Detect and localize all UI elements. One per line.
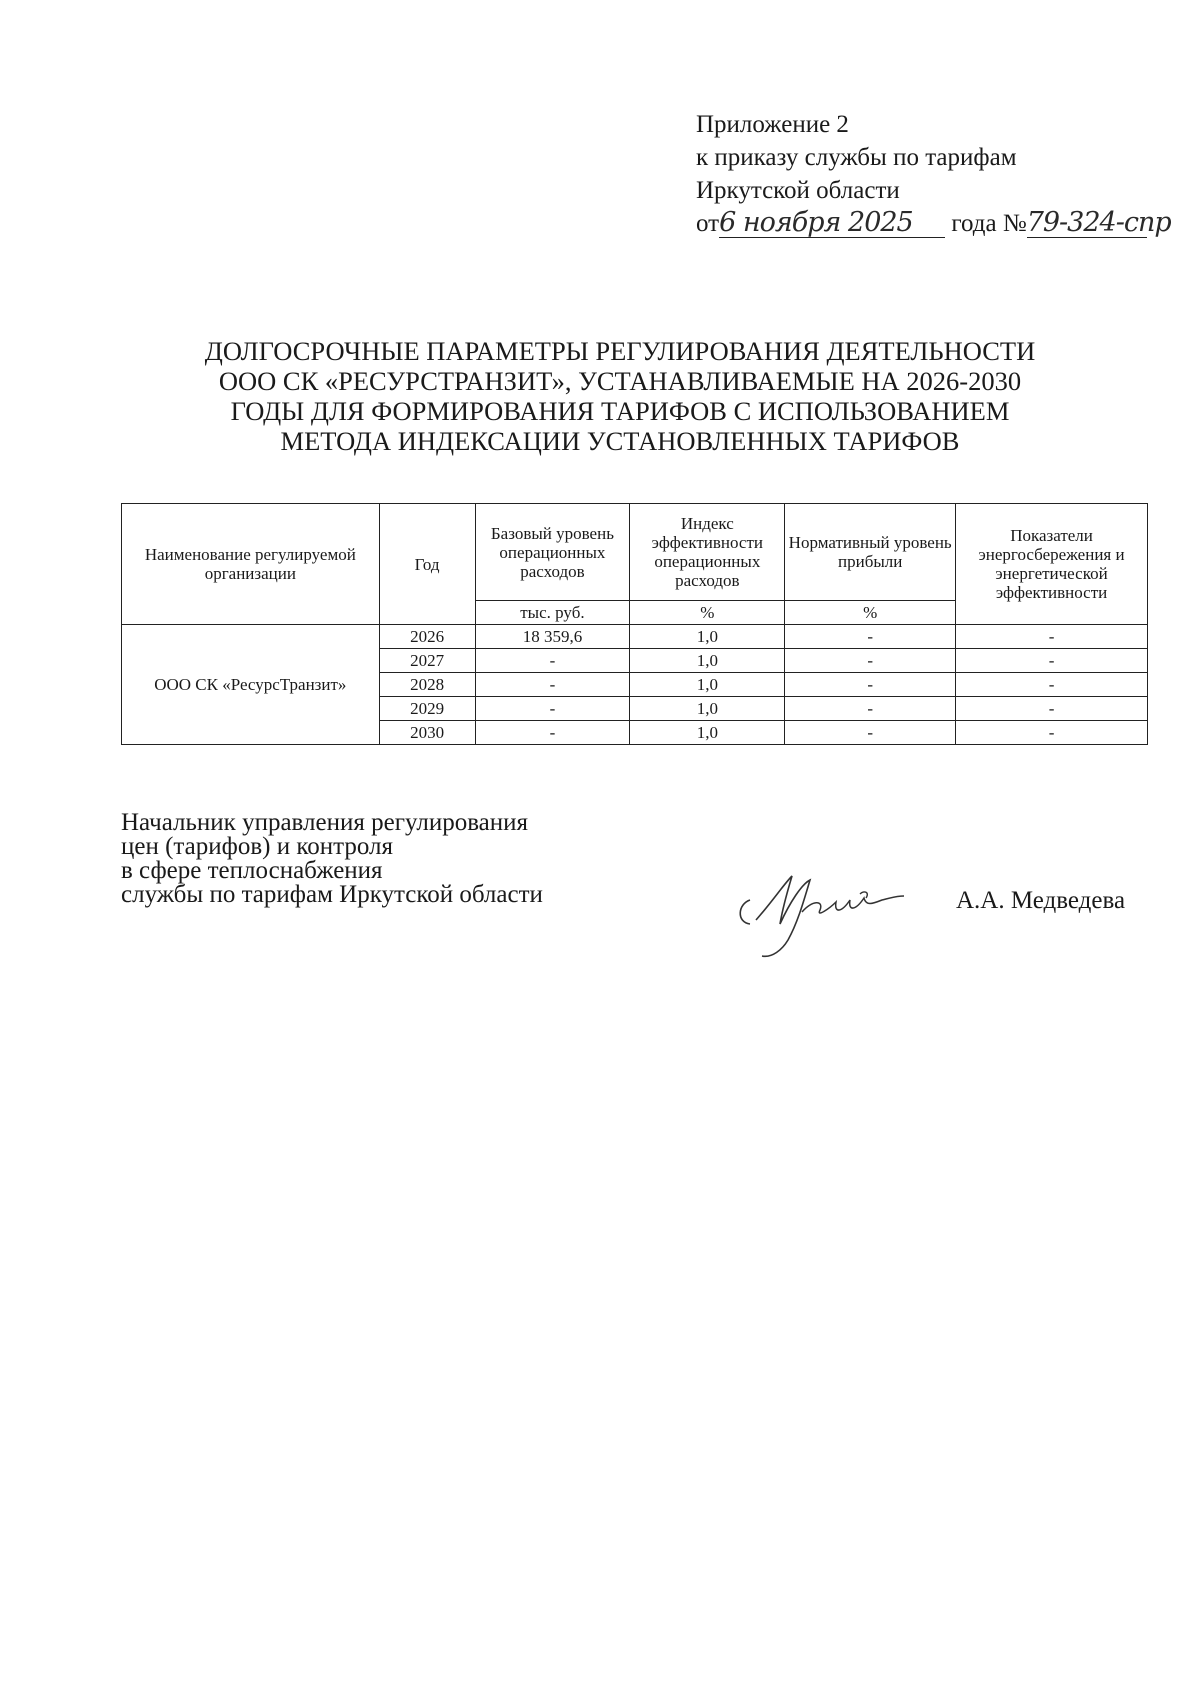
header-energy-indicators: Показатели энергосбережения и энергетической эффективности [956,504,1148,625]
cell-year: 2030 [379,721,475,745]
cell-profit-level: - [785,649,956,673]
cell-energy-indicators: - [956,625,1148,649]
cell-year: 2028 [379,673,475,697]
cell-base-level: - [475,673,630,697]
title-line-3: ГОДЫ ДЛЯ ФОРМИРОВАНИЯ ТАРИФОВ С ИСПОЛЬЗОВАНИЕМ [230,396,1010,426]
year-number-label: года № [951,210,1027,237]
signer-line-1: Начальник управления регулирования [121,809,529,836]
title-line-4: МЕТОДА ИНДЕКСАЦИИ УСТАНОВЛЕННЫХ ТАРИФОВ [280,426,960,456]
cell-profit-level: - [785,625,956,649]
document-title [150,336,1090,456]
cell-profit-level: - [785,721,956,745]
table-row [122,625,1148,649]
header-organization: Наименование регулируемой организации [122,504,380,625]
cell-efficiency-index: 1,0 [630,721,785,745]
cell-energy-indicators: - [956,673,1148,697]
cell-year: 2029 [379,697,475,721]
cell-base-level: 18 359,6 [475,625,630,649]
signer-name: А.А. Медведева [956,887,1126,914]
cell-efficiency-index: 1,0 [630,649,785,673]
cell-profit-level: - [785,697,956,721]
cell-efficiency-index: 1,0 [630,697,785,721]
unit-profit-level: % [785,601,956,625]
cell-energy-indicators: - [956,649,1148,673]
header-year: Год [379,504,475,625]
signer-position [121,811,543,907]
unit-efficiency-index: % [630,601,785,625]
cell-efficiency-index: 1,0 [630,673,785,697]
appendix-line-2: к приказу службы по тарифам [696,144,1017,171]
parameters-table [121,503,1148,745]
title-line-2: ООО СК «РЕСУРСТРАНЗИТ», УСТАНАВЛИВАЕМЫЕ НА 2026-2030 [218,366,1022,396]
from-label: от [696,210,720,237]
cell-energy-indicators: - [956,721,1148,745]
order-number-handwritten: 79-324-спр [1026,207,1171,238]
cell-year: 2026 [379,625,475,649]
cell-profit-level: - [785,673,956,697]
order-date-handwritten: 6 ноября 2025 [719,207,913,238]
order-date-field [719,207,945,238]
appendix-line-3: Иркутской области [696,177,900,204]
cell-base-level: - [475,649,630,673]
order-number-field [1026,207,1171,238]
title-line-1: ДОЛГОСРОЧНЫЕ ПАРАМЕТРЫ РЕГУЛИРОВАНИЯ ДЕЯТЕЛЬНОСТИ [204,336,1036,366]
appendix-header [696,108,1171,240]
organization-cell: ООО СК «РесурсТранзит» [122,625,380,745]
header-efficiency-index: Индекс эффективности операционных расходов [630,504,785,601]
cell-base-level: - [475,721,630,745]
header-profit-level: Нормативный уровень прибыли [785,504,956,601]
handwritten-signature [732,862,912,962]
cell-year: 2027 [379,649,475,673]
unit-base-level: тыс. руб. [475,601,630,625]
appendix-line-4 [696,207,1171,240]
cell-energy-indicators: - [956,697,1148,721]
cell-efficiency-index: 1,0 [630,625,785,649]
signer-line-3: в сфере теплоснабжения [121,857,383,884]
signer-line-4: службы по тарифам Иркутской области [121,881,543,908]
cell-base-level: - [475,697,630,721]
header-base-level: Базовый уровень операционных расходов [475,504,630,601]
signer-line-2: цен (тарифов) и контроля [121,833,393,860]
appendix-line-1: Приложение 2 [696,111,849,138]
table-header-row [122,504,1148,601]
